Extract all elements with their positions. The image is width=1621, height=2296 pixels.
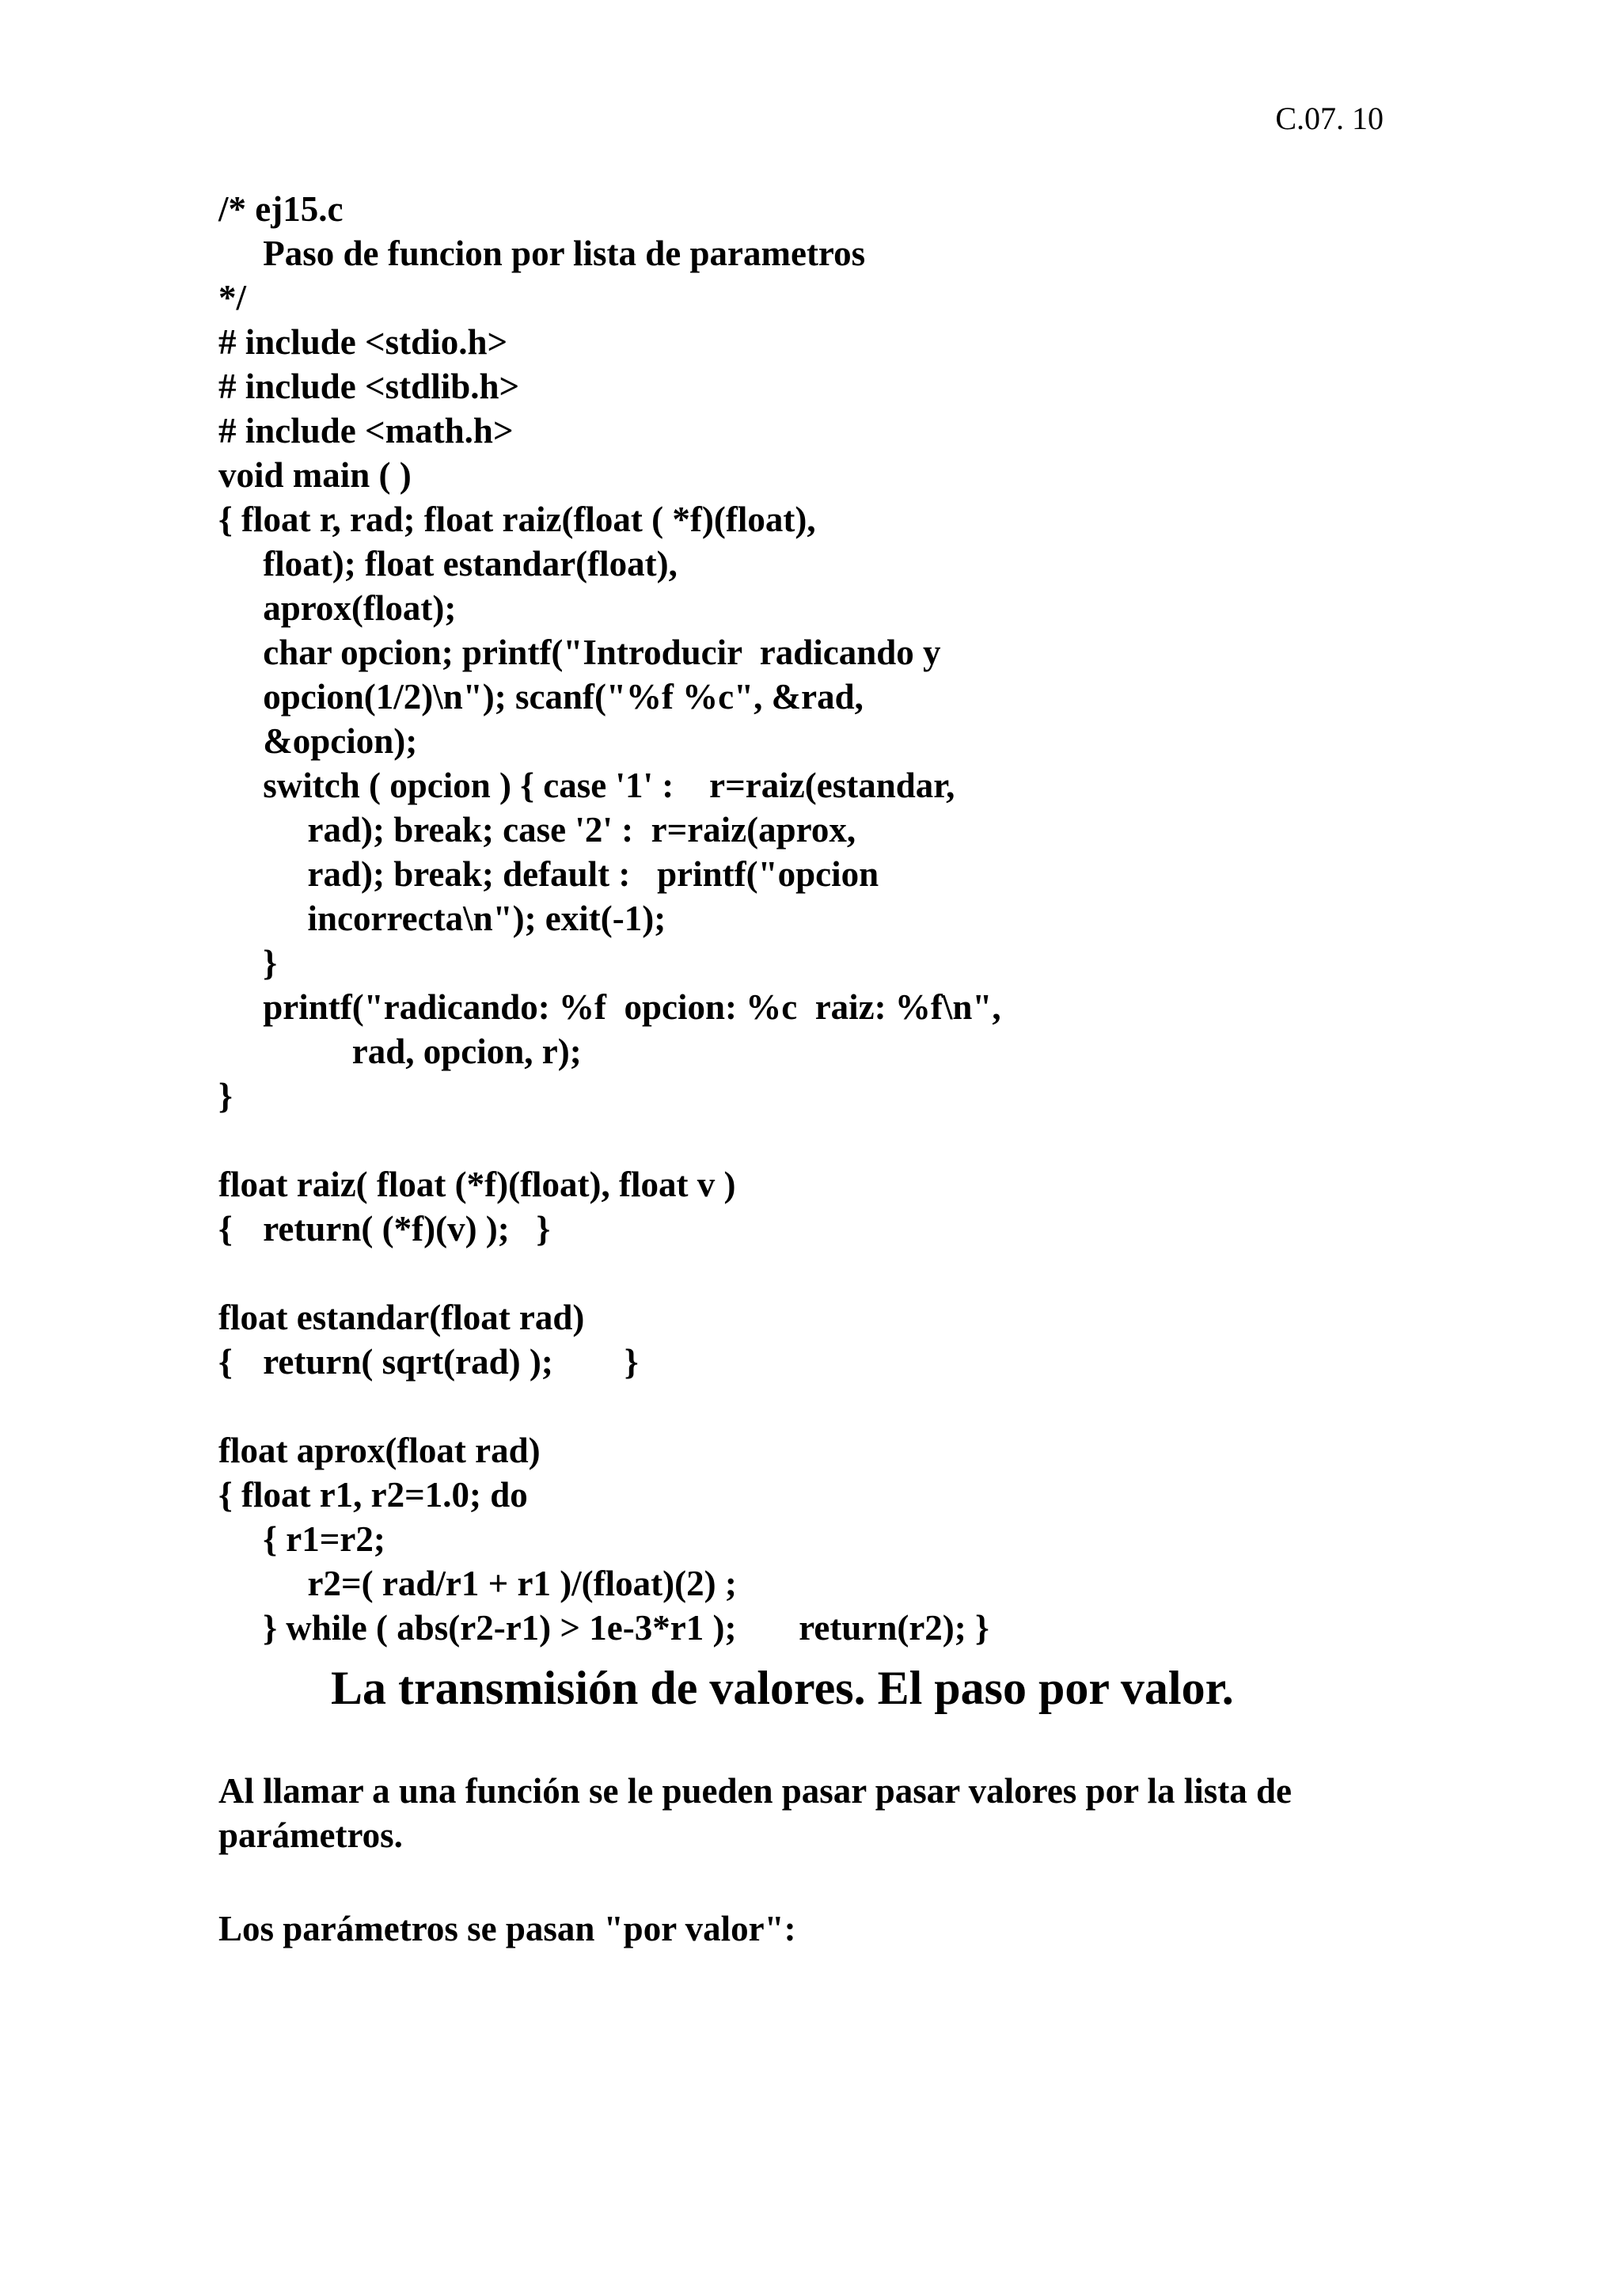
code-line: [218, 1118, 1453, 1162]
section-title: La transmisión de valores. El paso por valor.: [331, 1662, 1234, 1714]
code-line: float estandar(float rad): [218, 1298, 585, 1337]
code-line: rad); break; case '2' : r=raiz(aprox,: [218, 810, 856, 850]
code-line: [218, 1251, 1453, 1295]
code-line: float aprox(float rad): [218, 1431, 541, 1470]
code-line: { return( sqrt(rad) ); }: [218, 1342, 639, 1382]
code-line: opcion(1/2)\n"); scanf("%f %c", &rad,: [218, 677, 864, 717]
code-line: switch ( opcion ) { case '1' : r=raiz(estandar,: [218, 766, 955, 805]
page-number: C.07. 10: [1275, 101, 1384, 136]
code-line: }: [218, 943, 277, 983]
paragraph-2: Los parámetros se pasan "por valor":: [218, 1909, 796, 1948]
code-line: void main ( ): [218, 455, 412, 495]
code-line: char opcion; printf("Introducir radicando y: [218, 633, 941, 672]
code-block: [218, 187, 1453, 1650]
code-line: printf("radicando: %f opcion: %c raiz: %f\n",: [218, 987, 1001, 1027]
code-line: { float r, rad; float raiz(float ( *f)(float),: [218, 500, 816, 539]
paragraph-1: Al llamar a una función se le pueden pasar pasar valores por la lista de parámetros.: [218, 1771, 1292, 1855]
code-line: { return( (*f)(v) ); }: [218, 1209, 551, 1249]
code-line: aprox(float);: [218, 588, 457, 628]
code-line: /* ej15.c: [218, 189, 344, 229]
code-line: # include <stdlib.h>: [218, 367, 520, 406]
code-line: } while ( abs(r2-r1) > 1e-3*r1 ); return(r2); }: [218, 1608, 989, 1648]
code-line: }: [218, 1076, 233, 1116]
code-line: &opcion);: [218, 721, 418, 761]
code-line: { r1=r2;: [218, 1519, 385, 1559]
code-line: rad); break; default : printf("opcion: [218, 854, 879, 894]
code-line: float raiz( float (*f)(float), float v ): [218, 1165, 736, 1204]
code-line: [218, 1384, 1453, 1428]
code-line: rad, opcion, r);: [218, 1032, 582, 1071]
code-line: */: [218, 278, 247, 317]
code-line: incorrecta\n"); exit(-1);: [218, 899, 666, 938]
code-line: r2=( rad/r1 + r1 )/(float)(2) ;: [218, 1564, 737, 1603]
code-line: # include <math.h>: [218, 411, 514, 450]
code-line: # include <stdio.h>: [218, 322, 508, 362]
code-line: { float r1, r2=1.0; do: [218, 1475, 528, 1515]
code-line: Paso de funcion por lista de parametros: [218, 234, 866, 273]
code-line: float); float estandar(float),: [218, 544, 678, 584]
